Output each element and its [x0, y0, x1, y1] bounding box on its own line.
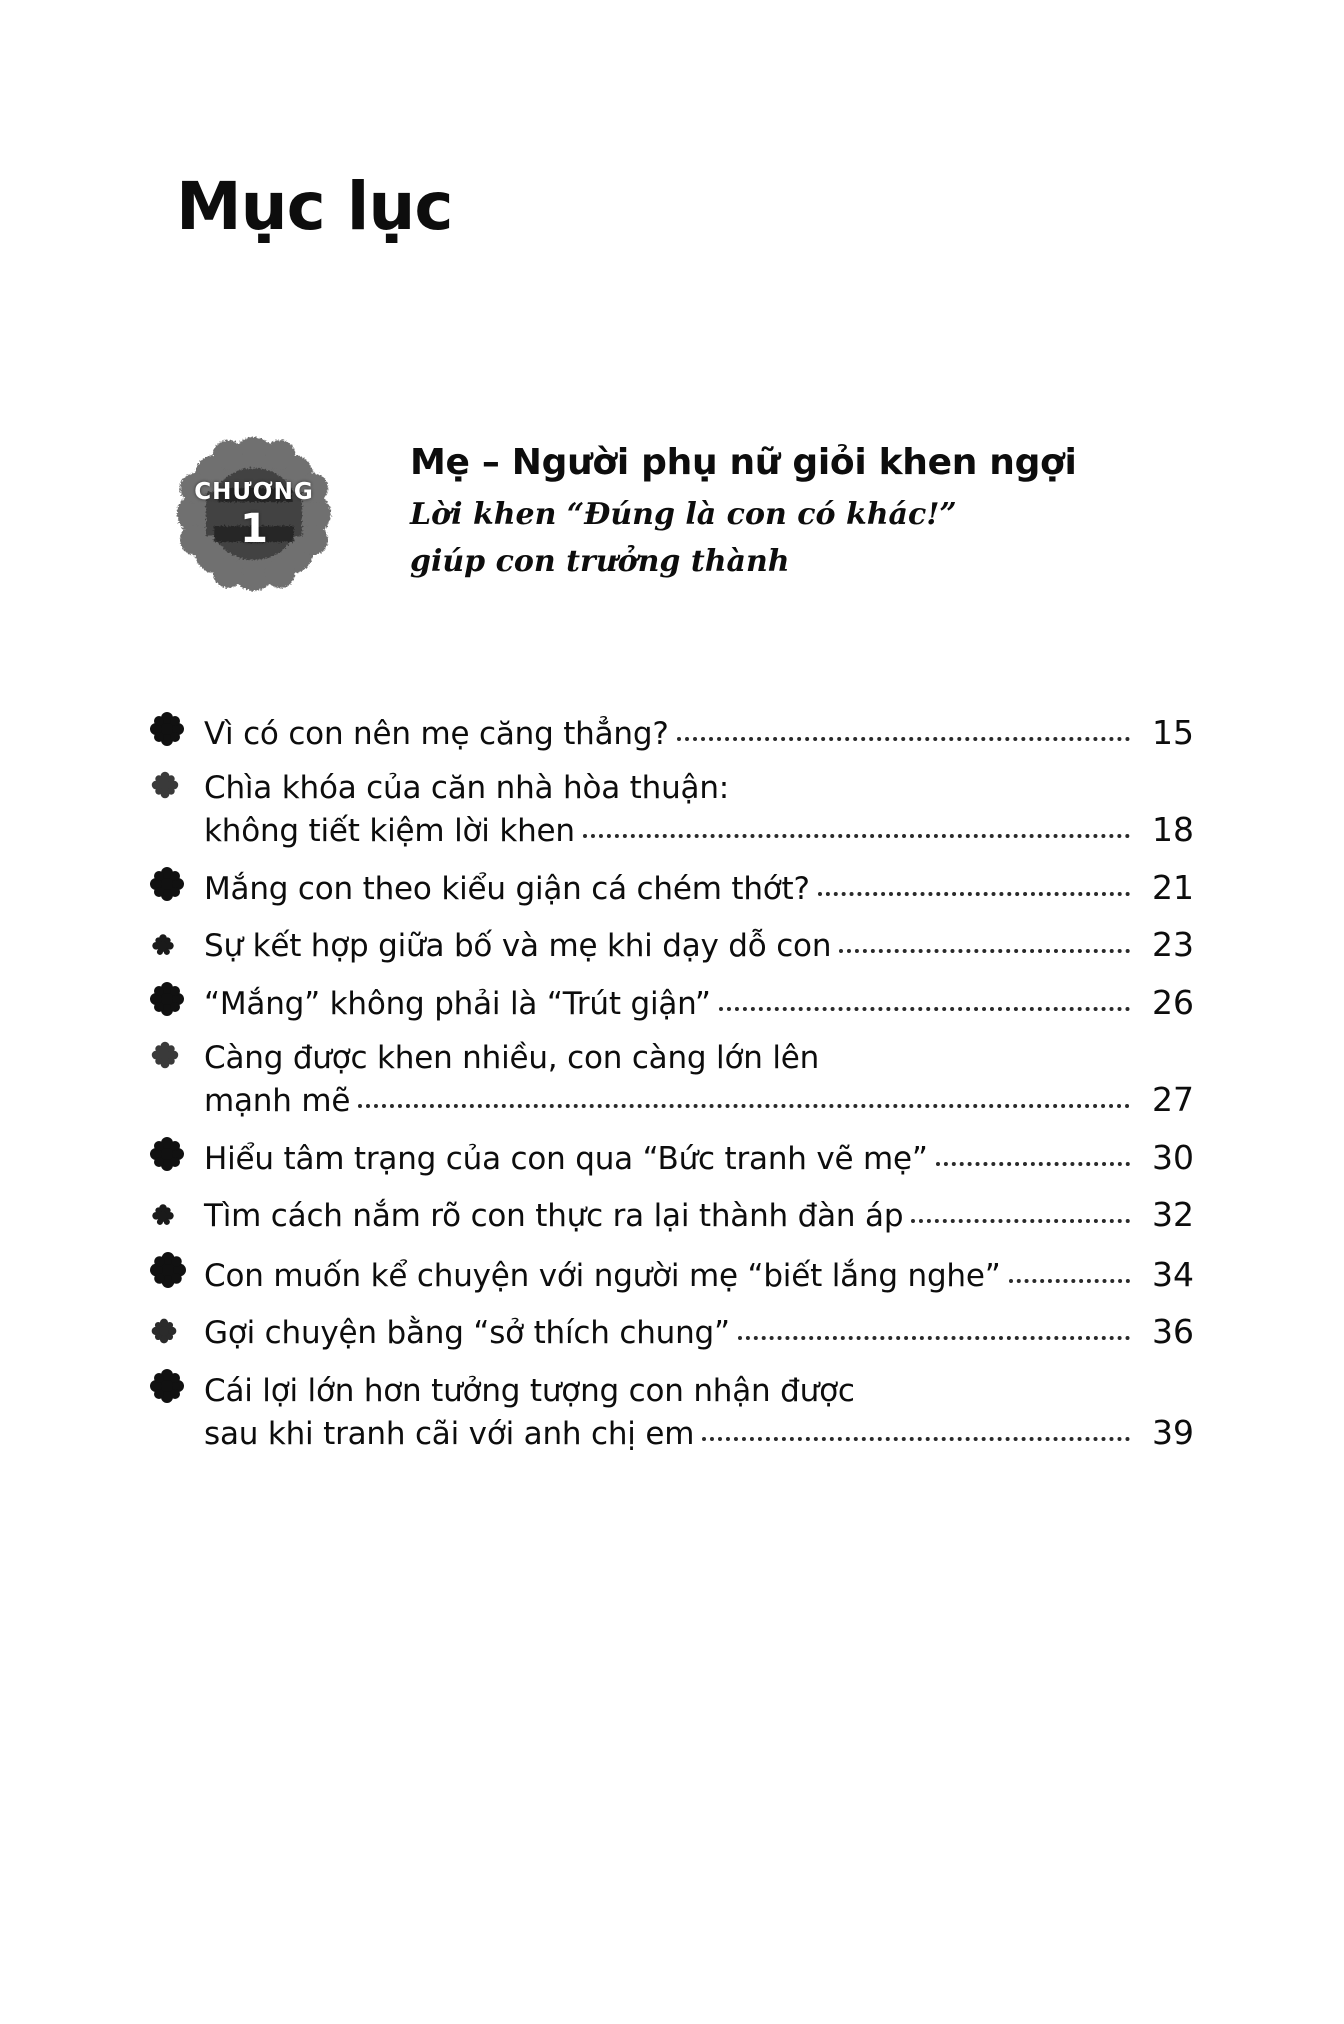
- entry-title-continued: mạnh mẽ: [204, 1083, 351, 1119]
- leader-dots: [677, 737, 1130, 741]
- chapter-badge-number: 1: [240, 506, 268, 552]
- leader-dots: [818, 892, 1130, 896]
- entry-title: Chìa khóa của căn nhà hòa thuận:: [204, 770, 730, 806]
- list-item[interactable]: [150, 867, 1194, 907]
- entry-page-number: 30: [1152, 1138, 1194, 1177]
- entry-title-continued: không tiết kiệm lời khen: [204, 813, 575, 849]
- entry-page-number: 23: [1152, 925, 1194, 964]
- chapter-badge-label: CHƯƠNG: [194, 479, 314, 505]
- entry-title: “Mắng” không phải là “Trút giận”: [204, 986, 711, 1022]
- entry-page-number: 26: [1152, 983, 1194, 1022]
- list-item[interactable]: [150, 1137, 1194, 1177]
- leader-dots: [583, 834, 1130, 838]
- entry-page-number: 32: [1152, 1195, 1194, 1234]
- list-item[interactable]: [150, 1040, 1194, 1119]
- entry-page-number: 27: [1152, 1080, 1194, 1119]
- toc-entry-list: [150, 712, 1194, 1470]
- chapter-block: [170, 430, 1170, 630]
- flower-bullet-icon: [150, 982, 204, 1022]
- chapter-text-group: [410, 442, 1150, 582]
- entry-title: Con muốn kể chuyện với người mẹ “biết lắng nghe”: [204, 1258, 1001, 1294]
- leader-dots: [702, 1437, 1130, 1441]
- entry-page-number: 21: [1152, 868, 1194, 907]
- chapter-heading: Mẹ – Người phụ nữ giỏi khen ngợi: [410, 442, 1077, 483]
- entry-page-number: 18: [1152, 810, 1194, 849]
- list-item[interactable]: [150, 1369, 1194, 1452]
- list-item[interactable]: [150, 712, 1194, 752]
- entry-page-number: 34: [1152, 1255, 1194, 1294]
- entry-page-number: 36: [1152, 1312, 1194, 1351]
- entry-page-number: 15: [1152, 713, 1194, 752]
- leader-dots: [738, 1336, 1130, 1340]
- entry-title: Cái lợi lớn hơn tưởng tượng con nhận được: [204, 1373, 855, 1409]
- list-item[interactable]: [150, 1252, 1194, 1294]
- flower-bullet-icon: [150, 770, 204, 806]
- entry-title: Tìm cách nắm rõ con thực ra lại thành đàn áp: [204, 1198, 904, 1234]
- leader-dots: [839, 949, 1130, 953]
- entry-title: Sự kết hợp giữa bố và mẹ khi dạy dỗ con: [204, 928, 832, 964]
- flower-bullet-icon: [150, 1137, 204, 1177]
- leader-dots: [936, 1162, 1130, 1166]
- entry-title: Hiểu tâm trạng của con qua “Bức tranh vẽ mẹ”: [204, 1141, 928, 1177]
- flower-bullet-icon: [150, 1317, 204, 1351]
- leader-dots: [719, 1007, 1130, 1011]
- list-item[interactable]: [150, 1195, 1194, 1234]
- list-item[interactable]: [150, 1312, 1194, 1351]
- entry-title-continued: sau khi tranh cãi với anh chị em: [204, 1416, 695, 1452]
- chapter-subtitle-line-2: giúp con trưởng thành: [410, 543, 790, 579]
- leader-dots: [1009, 1279, 1130, 1283]
- leader-dots: [911, 1219, 1130, 1223]
- page-title: Mục lục: [176, 168, 453, 245]
- leader-dots: [358, 1104, 1130, 1108]
- flower-bullet-icon: [150, 1040, 204, 1076]
- entry-page-number: 39: [1152, 1413, 1194, 1452]
- flower-bullet-icon: [150, 712, 204, 752]
- entry-title: Mắng con theo kiểu giận cá chém thớt?: [204, 871, 810, 907]
- entry-title: Càng được khen nhiều, con càng lớn lên: [204, 1040, 820, 1076]
- entry-title: Gợi chuyện bằng “sở thích chung”: [204, 1315, 730, 1351]
- list-item[interactable]: [150, 925, 1194, 964]
- chapter-badge: [170, 430, 338, 598]
- chapter-subtitle-line-1: Lời khen “Đúng là con có khác!”: [410, 497, 957, 532]
- entry-title: Vì có con nên mẹ căng thẳng?: [204, 716, 669, 752]
- flower-bullet-icon: [150, 1369, 204, 1409]
- flower-bullet-icon: [150, 932, 204, 964]
- list-item[interactable]: [150, 982, 1194, 1022]
- flower-bullet-icon: [150, 1252, 204, 1294]
- flower-bullet-icon: [150, 1202, 204, 1234]
- flower-bullet-icon: [150, 867, 204, 907]
- list-item[interactable]: [150, 770, 1194, 849]
